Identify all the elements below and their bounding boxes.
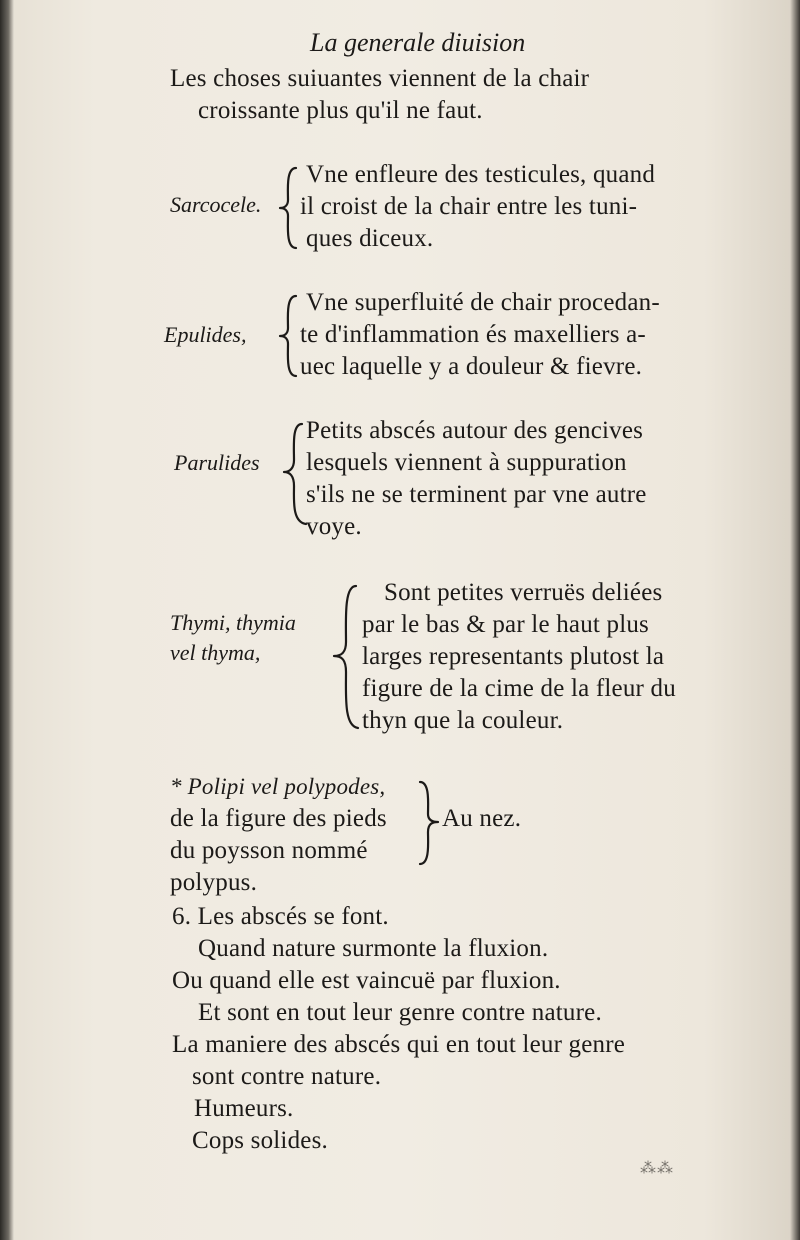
entry-text-epulides-3: uec laquelle y a douleur & fievre. <box>300 353 643 380</box>
entry-label-sarcocele: Sarcocele. <box>170 192 262 217</box>
entry-text-thymi-2: par le bas & par le haut plus <box>362 611 649 638</box>
polipi-line-1: * Polipi vel polypodes, <box>170 774 386 799</box>
entry-text-thymi-5: thyn que la couleur. <box>362 707 564 734</box>
closing-line-2: Quand nature surmonte la fluxion. <box>198 935 549 962</box>
entry-text-thymi-4: figure de la cime de la fleur du <box>362 675 676 702</box>
entry-text-sarcocele-1: Vne enfleure des testicules, quand <box>306 161 656 188</box>
brace-polipi <box>414 776 444 870</box>
entry-text-sarcocele-3: ques diceux. <box>306 225 434 252</box>
page-edge-left <box>0 0 14 1240</box>
closing-line-1: 6. Les abscés se font. <box>172 903 389 930</box>
brace-parulides <box>280 416 308 536</box>
library-stamp-mark: ⁂⁂ <box>640 1160 674 1177</box>
running-title: La generale diuision <box>310 28 526 57</box>
polipi-line-2: de la figure des pieds <box>170 805 387 832</box>
entry-text-parulides-2: lesquels viennent à suppuration <box>306 449 627 476</box>
entry-text-parulides-1: Petits abscés autour des gencives <box>306 417 644 444</box>
intro-line-2: croissante plus qu'il ne faut. <box>198 97 483 124</box>
entry-text-epulides-1: Vne superfluité de chair procedan- <box>306 289 660 316</box>
entry-text-parulides-4: voye. <box>306 513 362 540</box>
entry-text-epulides-2: te d'inflammation és maxelliers a- <box>300 321 646 348</box>
entry-label-thymi-1: Thymi, thymia <box>170 610 296 635</box>
brace-thymi <box>330 580 360 736</box>
entry-text-sarcocele-2: il croist de la chair entre les tuni- <box>300 193 638 220</box>
entry-label-parulides: Parulides <box>174 450 260 475</box>
closing-line-6: sont contre nature. <box>192 1063 382 1090</box>
closing-line-4: Et sont en tout leur genre contre nature. <box>198 999 602 1026</box>
entry-text-thymi-1: Sont petites verruës deliées <box>384 579 663 606</box>
entry-text-parulides-3: s'ils ne se terminent par vne autre <box>306 481 647 508</box>
closing-line-5: La maniere des abscés qui en tout leur genre <box>172 1031 626 1058</box>
page-edge-right <box>790 0 800 1240</box>
polipi-line-3: du poysson nommé <box>170 837 368 864</box>
polipi-line-4: polypus. <box>170 869 258 896</box>
entry-label-epulides: Epulides, <box>164 322 247 347</box>
closing-line-8: Cops solides. <box>192 1127 328 1154</box>
closing-line-3: Ou quand elle est vaincuë par fluxion. <box>172 967 561 994</box>
entry-label-thymi-2: vel thyma, <box>170 640 261 665</box>
closing-line-7: Humeurs. <box>194 1095 294 1122</box>
entry-text-thymi-3: larges representants plutost la <box>362 643 665 670</box>
intro-line-1: Les choses suiuantes viennent de la chair <box>170 65 590 92</box>
polipi-result: Au nez. <box>442 805 522 832</box>
